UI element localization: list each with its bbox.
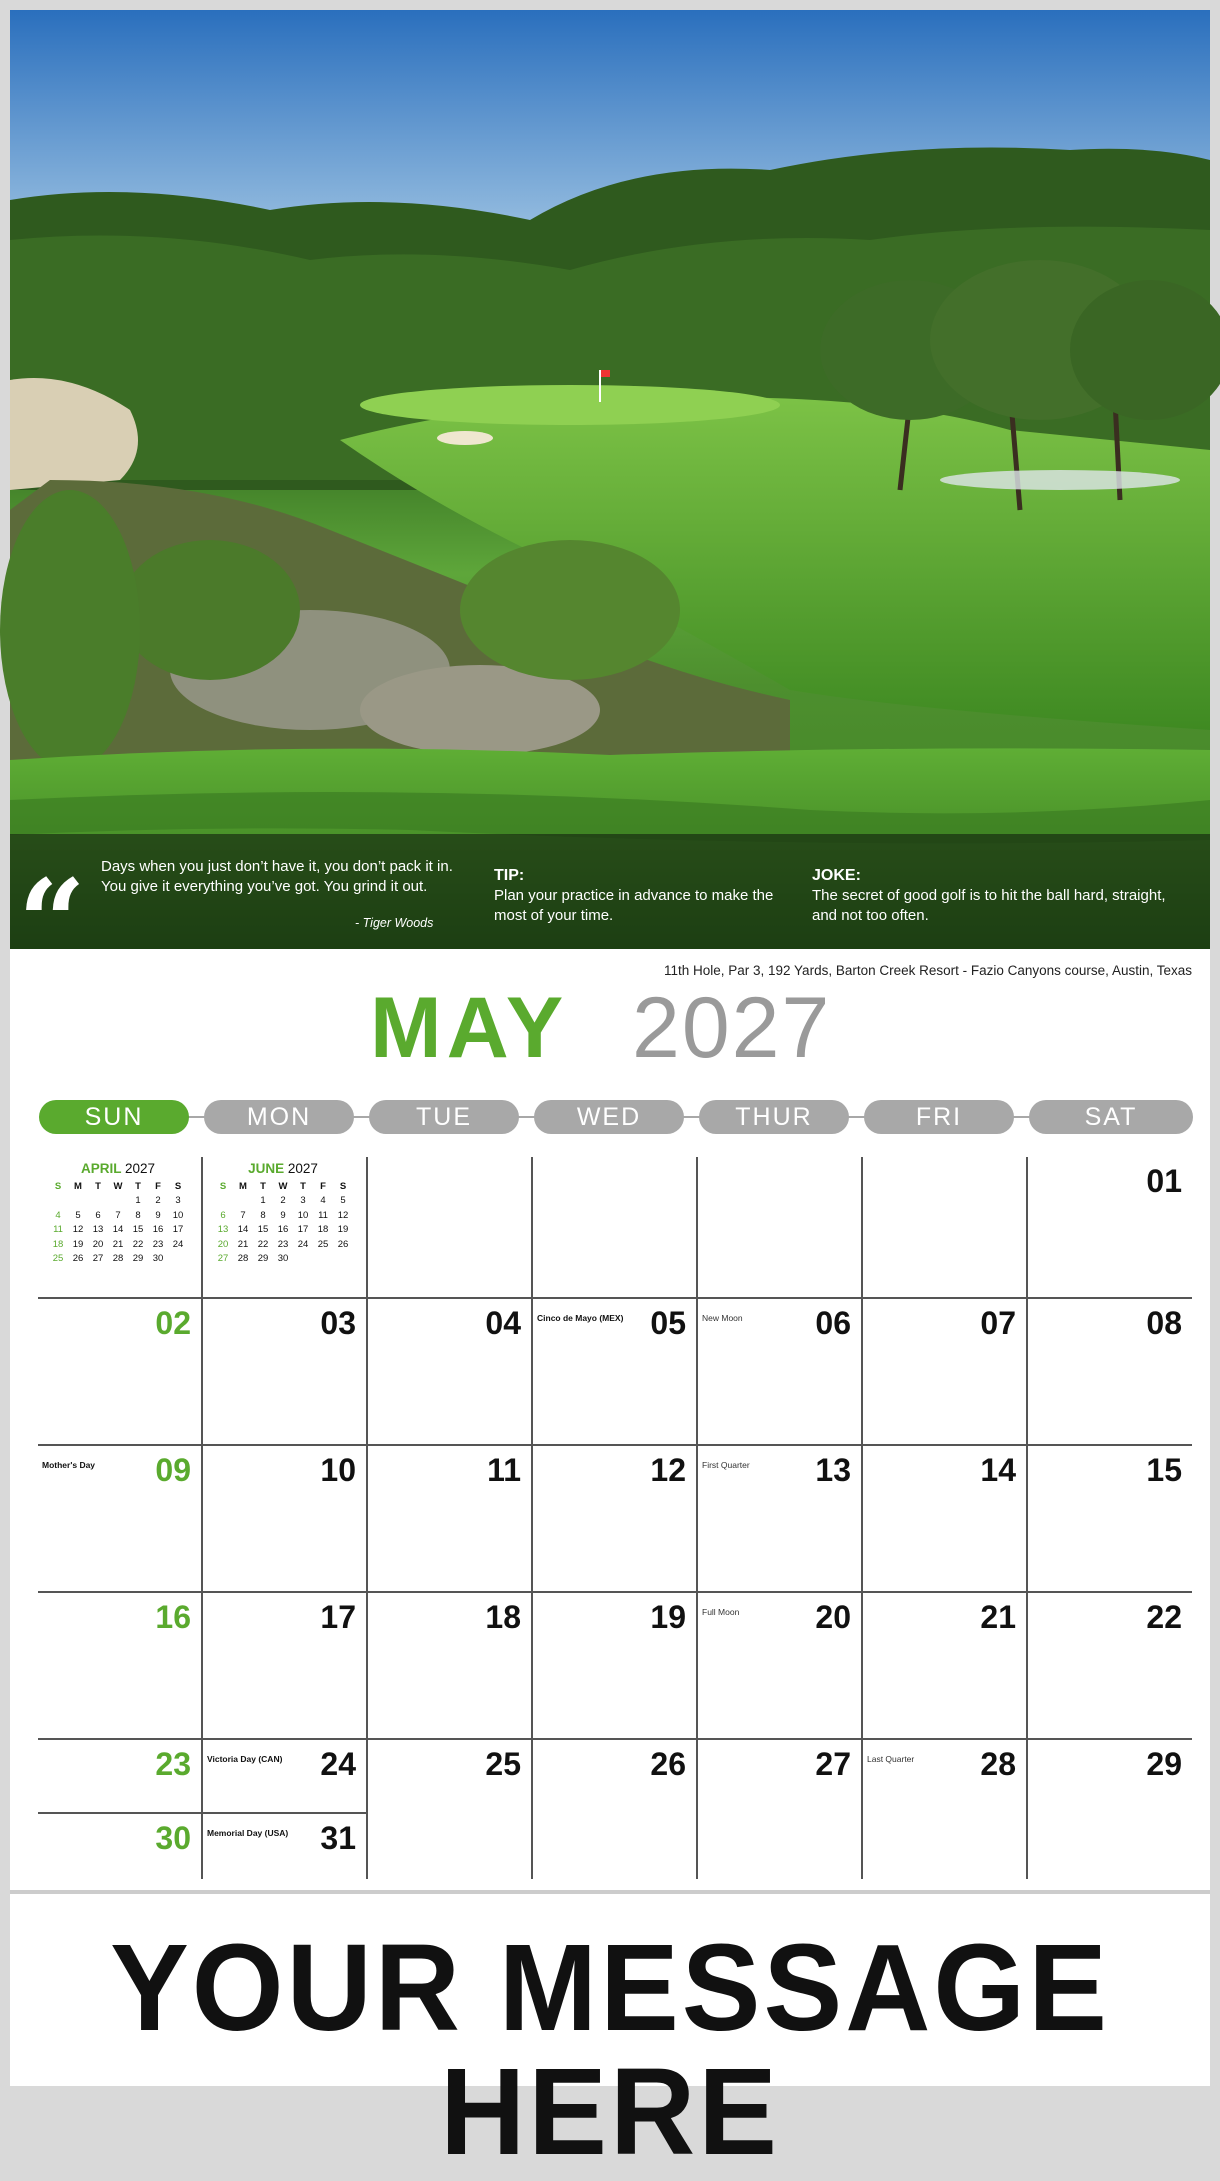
day-cell-empty — [698, 1157, 863, 1297]
day-cell-12 — [533, 1444, 698, 1591]
day-cell-05 — [533, 1297, 698, 1444]
day-cell-01 — [1028, 1157, 1192, 1297]
tip-label: TIP: — [494, 867, 525, 884]
day-number: 08 — [1146, 1305, 1182, 1341]
day-number: 23 — [155, 1746, 191, 1782]
mini-day — [333, 1252, 353, 1267]
day-cell-25 — [368, 1738, 533, 1879]
mini-head: T — [260, 1180, 266, 1192]
day-cell-06 — [698, 1297, 863, 1444]
mini-day: 26 — [72, 1253, 84, 1265]
mini-day — [313, 1252, 333, 1267]
day-number: 07 — [980, 1305, 1016, 1341]
holiday-label: Cinco de Mayo (MEX) — [537, 1313, 624, 1323]
day-number: 29 — [1146, 1746, 1182, 1782]
holiday-label: Mother's Day — [42, 1460, 96, 1470]
mini-day: 10 — [297, 1209, 309, 1221]
mini-day: 27 — [92, 1253, 104, 1265]
day-number: 19 — [650, 1599, 686, 1635]
mini-day: 12 — [337, 1209, 349, 1221]
day-cell-mini-april — [38, 1157, 203, 1297]
joke-label: JOKE: — [812, 867, 861, 884]
weekday-header — [39, 1100, 1193, 1134]
mini-day: 19 — [337, 1224, 349, 1236]
day-cell-17 — [203, 1591, 368, 1738]
tip-text: Plan your practice in advance to make the most of your time. — [494, 887, 774, 924]
mini-day — [168, 1252, 188, 1267]
mini-day: 29 — [132, 1253, 144, 1265]
day-cell-30 — [38, 1812, 203, 1879]
joke-text: The secret of good golf is to hit the ball hard, straight, and not too often. — [812, 887, 1166, 924]
day-cell-28 — [863, 1738, 1028, 1879]
day-number: 26 — [650, 1746, 686, 1782]
mini-day: 18 — [317, 1224, 329, 1236]
mini-day: 14 — [237, 1224, 249, 1236]
holiday-label: Memorial Day (USA) — [207, 1828, 289, 1838]
mini-day: 28 — [237, 1253, 249, 1265]
day-cell-09 — [38, 1444, 203, 1591]
mini-april-table — [48, 1179, 188, 1266]
day-cell-10 — [203, 1444, 368, 1591]
mini-head: T — [300, 1180, 306, 1192]
mini-head: S — [174, 1180, 182, 1192]
mini-head: T — [135, 1180, 141, 1192]
weekday-sat: SAT — [1029, 1100, 1193, 1134]
mini-day: 6 — [95, 1209, 101, 1221]
day-number: 22 — [1146, 1599, 1182, 1635]
mini-day: 15 — [257, 1224, 269, 1236]
mini-head: F — [155, 1180, 161, 1192]
mini-day — [68, 1194, 88, 1209]
day-cell-29 — [1028, 1738, 1192, 1879]
day-number: 17 — [320, 1599, 356, 1635]
quote-text: Days when you just don’t have it, you don’t pack it in. You give it everything you’ve got. You grind it out. — [101, 858, 453, 895]
day-number: 24 — [320, 1746, 356, 1782]
day-number: 01 — [1146, 1163, 1182, 1199]
mini-head: S — [219, 1180, 227, 1192]
mini-day: 16 — [152, 1224, 164, 1236]
day-number: 20 — [815, 1599, 851, 1635]
day-number: 31 — [320, 1820, 356, 1856]
mini-day: 19 — [72, 1238, 84, 1250]
day-number: 27 — [815, 1746, 851, 1782]
mini-day: 20 — [92, 1238, 104, 1250]
mini-day: 11 — [53, 1224, 63, 1236]
moon-phase-label: First Quarter — [702, 1460, 750, 1470]
photo-caption: 11th Hole, Par 3, 192 Yards, Barton Creek Resort - Fazio Canyons course, Austin, Texas — [663, 963, 1192, 978]
day-number: 04 — [485, 1305, 521, 1341]
mini-day — [108, 1194, 128, 1209]
mini-day: 7 — [115, 1209, 121, 1221]
mini-day: 21 — [237, 1238, 249, 1250]
mini-day: 13 — [217, 1224, 229, 1236]
day-cell-26 — [533, 1738, 698, 1879]
day-cell-19 — [533, 1591, 698, 1738]
weekday-mon: MON — [204, 1100, 354, 1134]
mini-day — [88, 1194, 108, 1209]
mini-day: 21 — [112, 1238, 124, 1250]
mini-june-table — [213, 1179, 353, 1266]
day-number: 15 — [1146, 1452, 1182, 1488]
quote-author: - Tiger Woods — [355, 916, 434, 930]
mini-day: 29 — [257, 1253, 269, 1265]
mini-head: F — [320, 1180, 326, 1192]
mini-head: W — [113, 1180, 123, 1192]
day-number: 10 — [320, 1452, 356, 1488]
mini-day: 9 — [280, 1209, 286, 1221]
mini-day: 22 — [132, 1238, 144, 1250]
mini-day: 1 — [260, 1195, 266, 1207]
mini-day: 9 — [155, 1209, 161, 1221]
mini-day: 10 — [172, 1209, 184, 1221]
mini-day: 2 — [155, 1195, 161, 1207]
mini-day: 8 — [135, 1209, 141, 1221]
day-cell-08 — [1028, 1297, 1192, 1444]
mini-day — [213, 1194, 233, 1209]
mini-day: 24 — [297, 1238, 309, 1250]
mini-day: 7 — [240, 1209, 246, 1221]
mini-head: M — [239, 1180, 247, 1192]
mini-day: 1 — [135, 1195, 141, 1207]
day-number: 18 — [485, 1599, 521, 1635]
mini-head: M — [74, 1180, 82, 1192]
calendar-page — [10, 10, 1210, 2181]
mini-day: 13 — [92, 1224, 104, 1236]
mini-calendar-april — [38, 1157, 198, 1266]
mini-day — [293, 1252, 313, 1267]
mini-day: 25 — [317, 1238, 329, 1250]
mini-june-year: 2027 — [287, 1161, 318, 1176]
day-number: 11 — [487, 1452, 521, 1488]
day-cell-31 — [203, 1812, 368, 1879]
mini-day: 15 — [132, 1224, 144, 1236]
day-number: 21 — [980, 1599, 1016, 1635]
day-cell-15 — [1028, 1444, 1192, 1591]
day-cell-02 — [38, 1297, 203, 1444]
moon-phase-label: Last Quarter — [867, 1754, 915, 1764]
day-cell-24 — [203, 1738, 368, 1812]
calendar-grid — [38, 1157, 1192, 1879]
day-cell-16 — [38, 1591, 203, 1738]
mini-day: 14 — [112, 1224, 124, 1236]
day-number: 14 — [980, 1452, 1016, 1488]
mini-day: 25 — [52, 1253, 64, 1265]
mini-day: 22 — [257, 1238, 269, 1250]
moon-phase-label: New Moon — [702, 1313, 743, 1323]
day-cell-23 — [38, 1738, 203, 1812]
weekday-fri: FRI — [864, 1100, 1014, 1134]
day-number: 02 — [155, 1305, 191, 1341]
day-number: 06 — [815, 1305, 851, 1341]
mini-day: 20 — [217, 1238, 229, 1250]
day-cell-14 — [863, 1444, 1028, 1591]
mini-day: 30 — [152, 1253, 164, 1265]
mini-head: W — [278, 1180, 288, 1192]
holiday-label: Victoria Day (CAN) — [207, 1754, 283, 1764]
day-cell-27 — [698, 1738, 863, 1879]
mini-calendar-june — [203, 1157, 363, 1266]
mini-april-month: APRIL — [80, 1161, 122, 1176]
day-cell-empty — [863, 1157, 1028, 1297]
mini-day: 6 — [220, 1209, 226, 1221]
day-cell-13 — [698, 1444, 863, 1591]
mini-day: 17 — [297, 1224, 309, 1236]
day-number: 16 — [155, 1599, 191, 1635]
day-number: 25 — [485, 1746, 521, 1782]
mini-day: 11 — [318, 1209, 328, 1221]
mini-day: 23 — [277, 1238, 289, 1250]
day-cell-07 — [863, 1297, 1028, 1444]
day-cell-20 — [698, 1591, 863, 1738]
day-cell-11 — [368, 1444, 533, 1591]
mini-day: 3 — [175, 1195, 181, 1207]
mini-head: T — [95, 1180, 101, 1192]
day-number: 30 — [155, 1820, 191, 1856]
day-cell-04 — [368, 1297, 533, 1444]
mini-day: 18 — [52, 1238, 64, 1250]
day-cell-empty — [533, 1157, 698, 1297]
mini-june-month: JUNE — [248, 1161, 285, 1176]
year-title: 2027 — [632, 980, 832, 1076]
day-number: 12 — [650, 1452, 686, 1488]
mini-day: 5 — [340, 1195, 346, 1207]
day-number: 05 — [650, 1305, 686, 1341]
mini-day: 2 — [280, 1195, 286, 1207]
day-cell-18 — [368, 1591, 533, 1738]
day-cell-22 — [1028, 1591, 1192, 1738]
mini-day: 23 — [152, 1238, 164, 1250]
day-cell-03 — [203, 1297, 368, 1444]
day-cell-21 — [863, 1591, 1028, 1738]
day-cell-mini-june — [203, 1157, 368, 1297]
quote-mark-icon: “ — [18, 853, 72, 992]
mini-day: 16 — [277, 1224, 289, 1236]
day-number: 13 — [815, 1452, 851, 1488]
mini-day: 4 — [55, 1209, 61, 1221]
day-number: 09 — [155, 1452, 191, 1488]
footer-divider — [10, 1890, 1210, 1894]
month-title: MAY — [370, 980, 569, 1076]
mini-day — [48, 1194, 68, 1209]
day-number: 03 — [320, 1305, 356, 1341]
mini-day: 4 — [320, 1195, 326, 1207]
mini-head: S — [339, 1180, 347, 1192]
mini-day: 12 — [72, 1224, 84, 1236]
mini-day: 5 — [75, 1209, 81, 1221]
mini-head: S — [54, 1180, 62, 1192]
mini-day: 17 — [172, 1224, 184, 1236]
mini-day: 28 — [112, 1253, 124, 1265]
weekday-thur: THUR — [699, 1100, 849, 1134]
mini-day: 24 — [172, 1238, 184, 1250]
mini-day: 30 — [277, 1253, 289, 1265]
day-cell-empty — [368, 1157, 533, 1297]
day-number: 28 — [980, 1746, 1016, 1782]
weekday-wed: WED — [534, 1100, 684, 1134]
mini-day: 3 — [300, 1195, 306, 1207]
mini-day: 8 — [260, 1209, 266, 1221]
weekday-tue: TUE — [369, 1100, 519, 1134]
weekday-sun: SUN — [39, 1100, 189, 1134]
mini-april-year: 2027 — [124, 1161, 156, 1176]
mini-day: 27 — [217, 1253, 229, 1265]
moon-phase-label: Full Moon — [702, 1607, 740, 1617]
mini-day — [233, 1194, 253, 1209]
advertiser-message: YOUR MESSAGE HERE — [110, 1918, 1110, 2181]
mini-day: 26 — [337, 1238, 349, 1250]
